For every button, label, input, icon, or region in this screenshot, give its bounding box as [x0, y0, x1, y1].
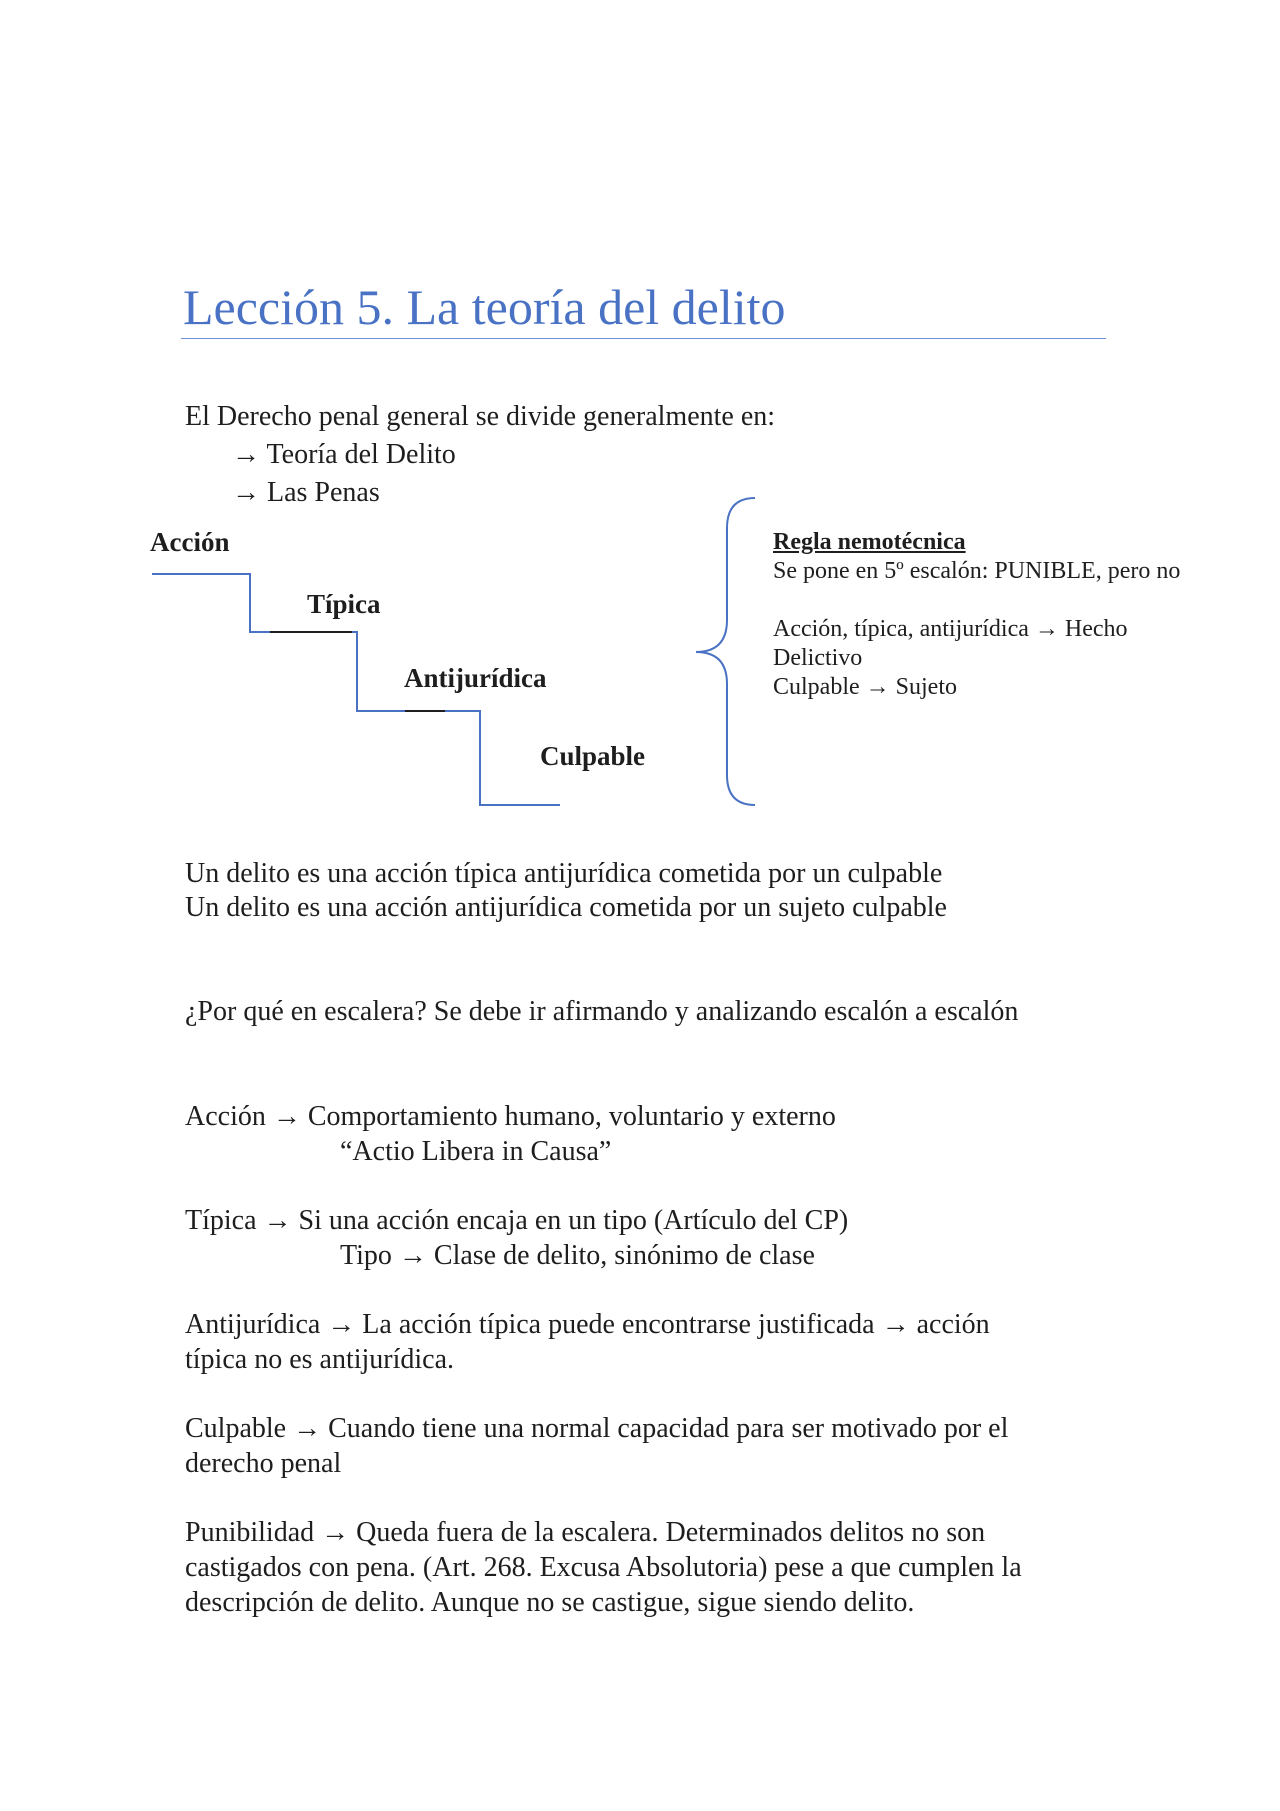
step-label-culpable: Culpable	[540, 741, 646, 771]
definition-2: Un delito es una acción antijurídica cometida por un sujeto culpable	[185, 892, 947, 923]
section-line: típica no es antijurídica.	[185, 1344, 455, 1375]
page-title: Lección 5. La teoría del delito	[183, 279, 786, 335]
list-item-teoria: → Teoría del Delito	[232, 439, 456, 470]
section-line: Culpable → Cuando tiene una normal capacidad para ser motivado por el	[185, 1413, 1009, 1444]
section-line: Punibilidad → Queda fuera de la escalera. Determinados delitos no son	[185, 1517, 986, 1548]
section-culpable	[185, 1411, 1105, 1481]
step-label-accion: Acción	[150, 527, 230, 557]
section-line: “Actio Libera in Causa”	[340, 1136, 612, 1167]
mnemonic-line: Acción, típica, antijurídica → Hecho	[773, 616, 1128, 642]
section-accion	[185, 1099, 1105, 1169]
why-staircase: ¿Por qué en escalera? Se debe ir afirmando y analizando escalón a escalón	[185, 996, 1019, 1027]
section-line: castigados con pena. (Art. 268. Excusa Absolutoria) pese a que cumplen la	[185, 1552, 1022, 1583]
mnemonic-box	[773, 528, 1180, 702]
section-line: Antijurídica → La acción típica puede encontrarse justificada → acción	[185, 1309, 990, 1340]
section-line: descripción de delito. Aunque no se castigue, sigue siendo delito.	[185, 1587, 915, 1618]
section-line: derecho penal	[185, 1448, 342, 1479]
section-antijuridica	[185, 1307, 1105, 1377]
mnemonic-line: Se pone en 5º escalón: PUNIBLE, pero no	[773, 558, 1181, 584]
curly-brace	[696, 498, 755, 805]
section-tipica	[185, 1203, 1105, 1273]
step-label-tipica: Típica	[307, 589, 381, 619]
mnemonic-line: Delictivo	[773, 645, 863, 671]
section-line: Típica → Si una acción encaja en un tipo (Artículo del CP)	[185, 1205, 849, 1236]
intro-text: El Derecho penal general se divide generalmente en:	[185, 401, 776, 432]
list-item-penas: → Las Penas	[232, 477, 380, 508]
step-label-antijuridica: Antijurídica	[404, 663, 547, 693]
section-line: Tipo → Clase de delito, sinónimo de clase	[340, 1240, 815, 1271]
section-line: Acción → Comportamiento humano, voluntario y externo	[185, 1101, 836, 1132]
mnemonic-title: Regla nemotécnica	[773, 529, 966, 555]
definition-1: Un delito es una acción típica antijurídica cometida por un culpable	[185, 858, 943, 889]
mnemonic-line: Culpable → Sujeto	[773, 674, 957, 700]
section-punibilidad	[185, 1515, 1105, 1620]
